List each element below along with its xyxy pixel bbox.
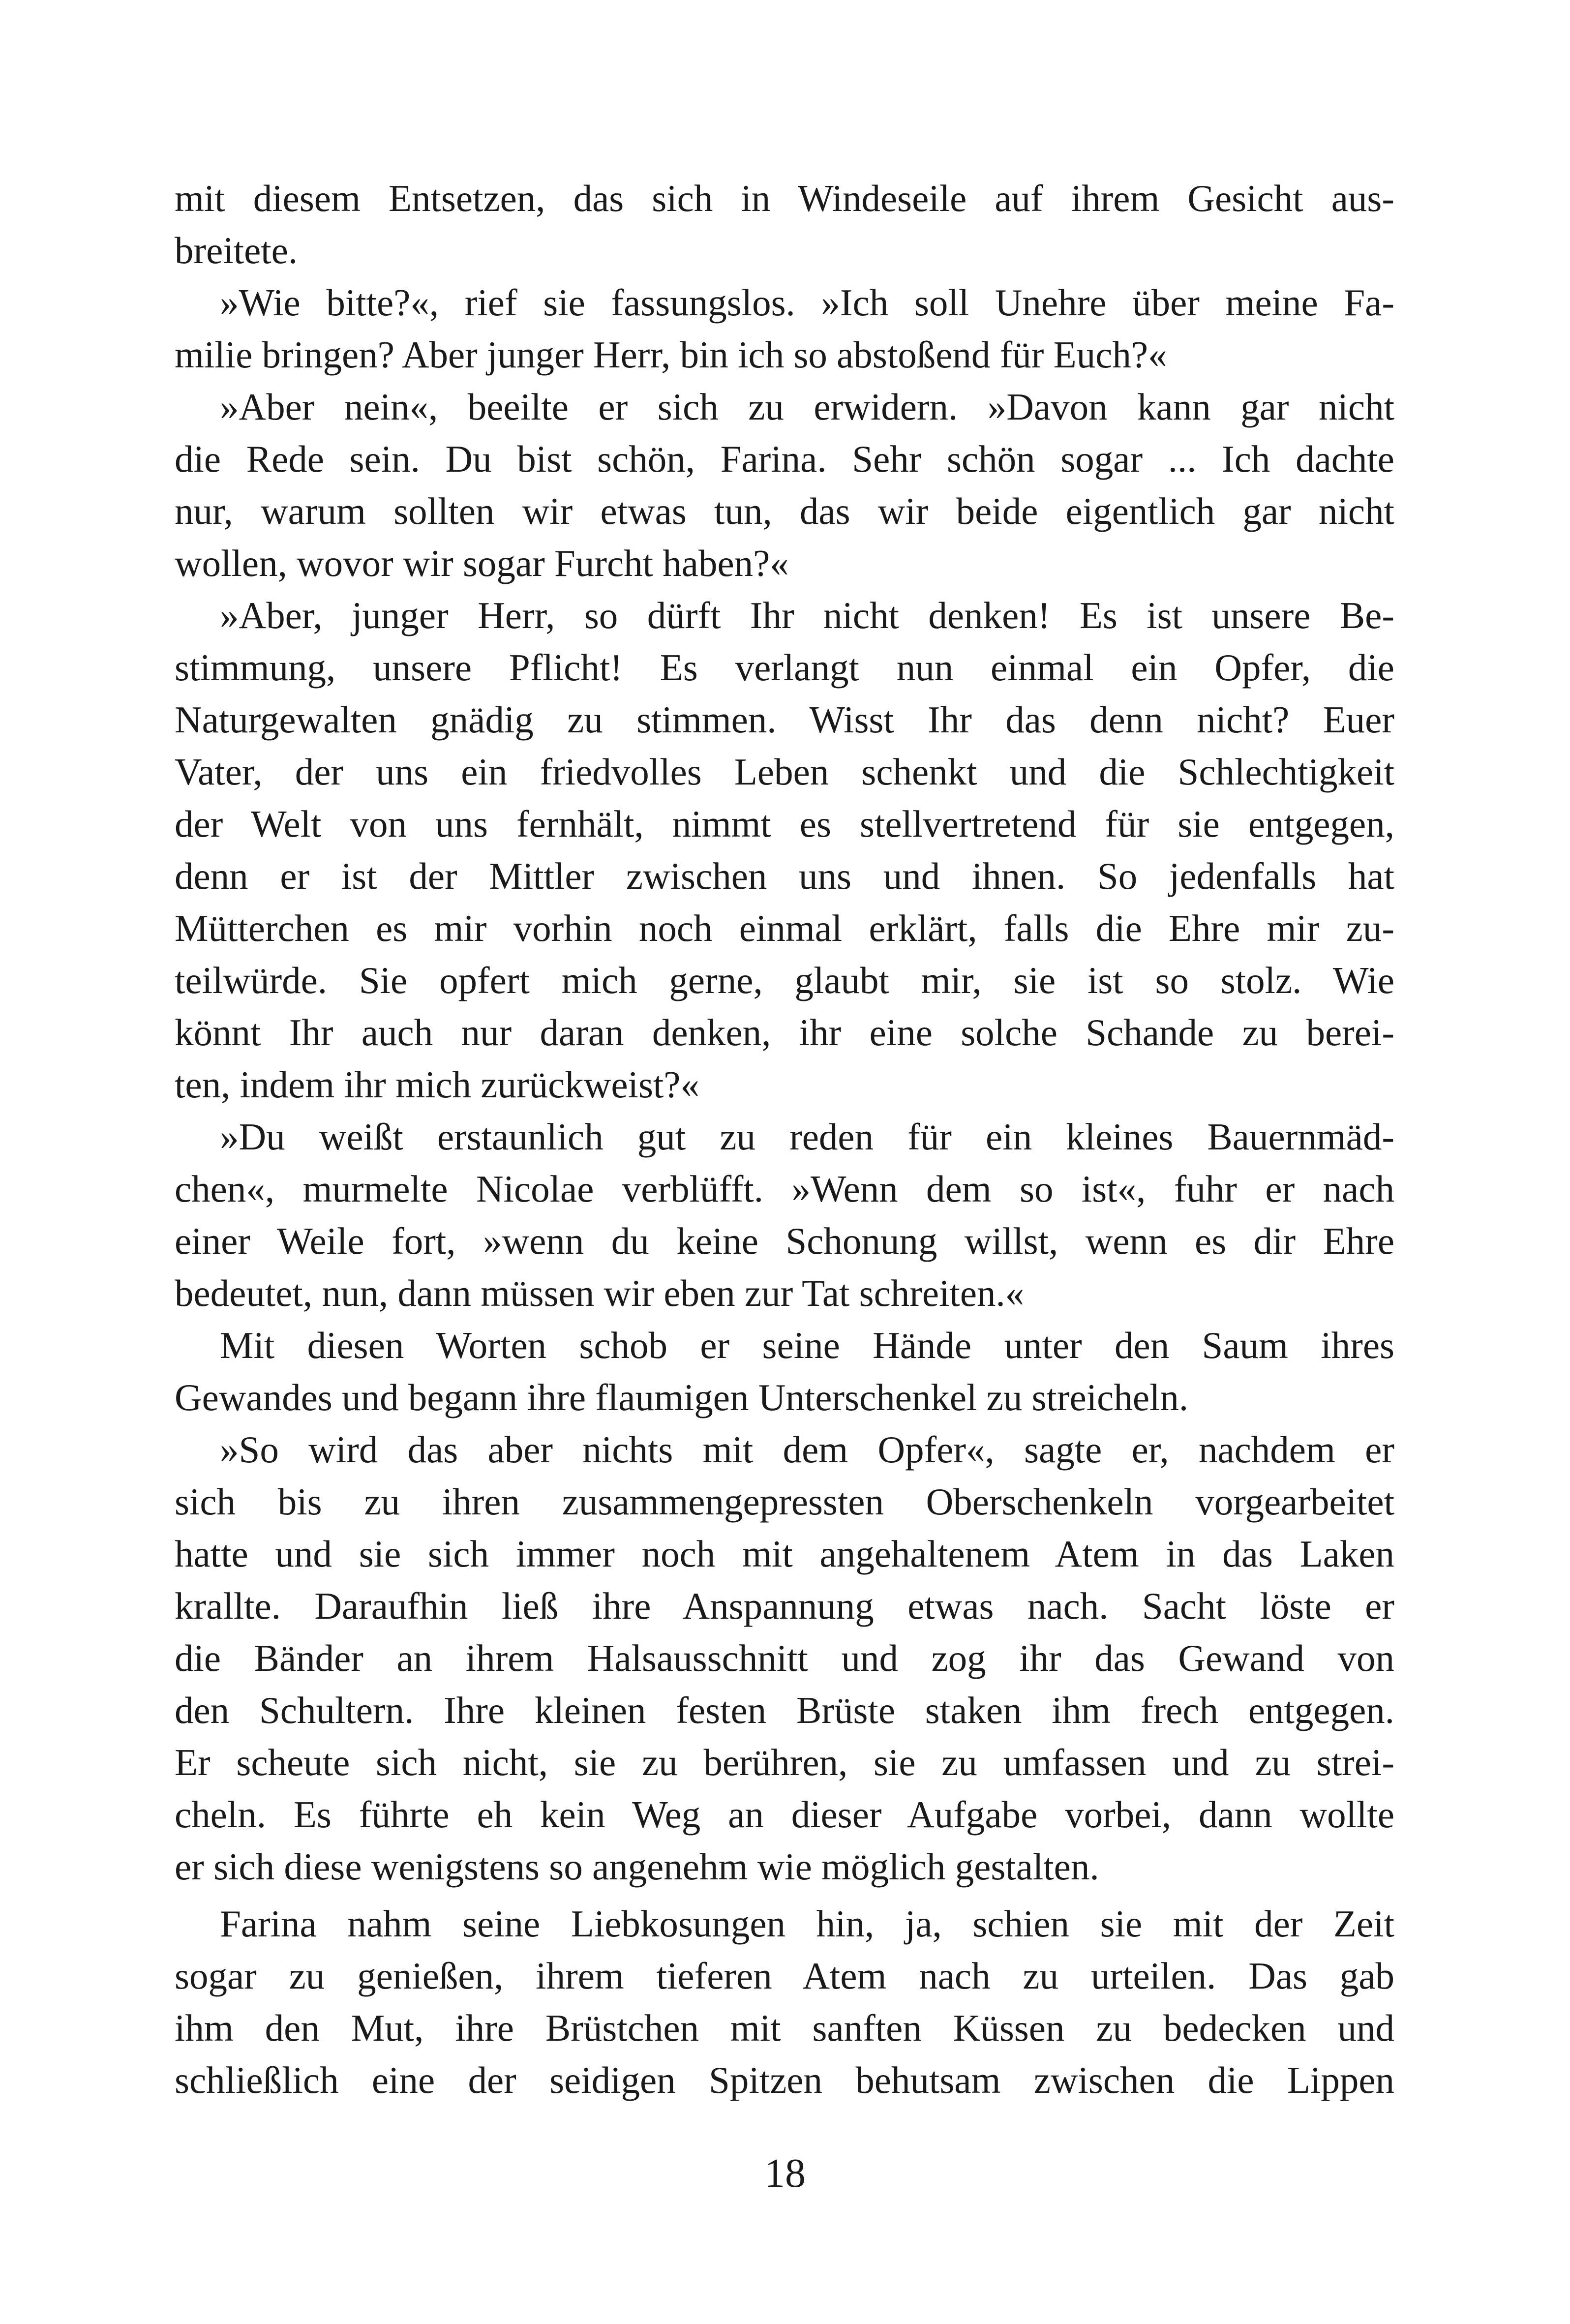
text-line: die Bänder an ihrem Halsausschnitt und zog ihr das Gewand von — [175, 1637, 1394, 1679]
text-line: Naturgewalten gnädig zu stimmen. Wisst Ihr das denn nicht? Euer — [175, 698, 1394, 741]
text-line: könnt Ihr auch nur daran denken, ihr eine solche Schande zu berei- — [175, 1011, 1394, 1054]
text-line: »Wie bitte?«, rief sie fassungslos. »Ich soll Unehre über meine Fa- — [220, 281, 1394, 324]
text-line: er sich diese wenigstens so angenehm wie möglich gestalten. — [175, 1845, 1099, 1888]
text-line: Mütterchen es mir vorhin noch einmal erklärt, falls die Ehre mir zu- — [175, 907, 1394, 949]
text-line: schließlich eine der seidigen Spitzen behutsam zwischen die Lippen — [175, 2059, 1394, 2101]
text-line: Gewandes und begann ihre flaumigen Unterschenkel zu streicheln. — [175, 1376, 1189, 1419]
text-line: denn er ist der Mittler zwischen uns und ihnen. So jedenfalls hat — [175, 855, 1394, 897]
text-line: Mit diesen Worten schob er seine Hände unter den Saum ihres — [220, 1324, 1394, 1366]
text-line: Farina nahm seine Liebkosungen hin, ja, schien sie mit der Zeit — [220, 1902, 1394, 1945]
text-line: ihm den Mut, ihre Brüstchen mit sanften Küssen zu bedecken und — [175, 2007, 1394, 2049]
text-line: sogar zu genießen, ihrem tieferen Atem nach zu urteilen. Das gab — [175, 1955, 1394, 1997]
text-line: teilwürde. Sie opfert mich gerne, glaubt mir, sie ist so stolz. Wie — [175, 959, 1394, 1001]
text-line: ten, indem ihr mich zurückweist?« — [175, 1063, 699, 1106]
text-line: mit diesem Entsetzen, das sich in Windeseile auf ihrem Gesicht aus- — [175, 177, 1394, 219]
text-line: chen«, murmelte Nicolae verblüfft. »Wenn dem so ist«, fuhr er nach — [175, 1168, 1394, 1210]
text-line: die Rede sein. Du bist schön, Farina. Sehr schön sogar ... Ich dachte — [175, 438, 1394, 480]
text-line: sich bis zu ihren zusammengepressten Oberschenkeln vorgearbeitet — [175, 1480, 1394, 1523]
text-line: nur, warum sollten wir etwas tun, das wir beide eigentlich gar nicht — [175, 490, 1394, 532]
body-text — [175, 172, 1394, 2106]
page-number: 18 — [764, 2150, 806, 2196]
text-line: krallte. Daraufhin ließ ihre Anspannung etwas nach. Sacht löste er — [175, 1585, 1394, 1627]
text-line: »Aber, junger Herr, so dürft Ihr nicht denken! Es ist unsere Be- — [220, 594, 1394, 636]
text-line: den Schultern. Ihre kleinen festen Brüste staken ihm frech entgegen. — [175, 1689, 1394, 1731]
text-line: milie bringen? Aber junger Herr, bin ich so abstoßend für Euch?« — [175, 333, 1167, 376]
text-line: wollen, wovor wir sogar Furcht haben?« — [175, 542, 789, 584]
text-line: der Welt von uns fernhält, nimmt es stellvertretend für sie entgegen, — [175, 803, 1394, 845]
text-line: stimmung, unsere Pflicht! Es verlangt nun einmal ein Opfer, die — [175, 646, 1394, 689]
text-line: »Du weißt erstaunlich gut zu reden für ein kleines Bauernmäd- — [220, 1116, 1394, 1158]
text-line: cheln. Es führte eh kein Weg an dieser Aufgabe vorbei, dann wollte — [175, 1793, 1394, 1836]
text-line: »Aber nein«, beeilte er sich zu erwidern. »Davon kann gar nicht — [220, 386, 1394, 428]
text-line: bedeutet, nun, dann müssen wir eben zur Tat schreiten.« — [175, 1272, 1025, 1314]
text-line: Er scheute sich nicht, sie zu berühren, sie zu umfassen und zu strei- — [175, 1741, 1394, 1783]
text-line: Vater, der uns ein friedvolles Leben schenkt und die Schlechtigkeit — [175, 751, 1394, 793]
text-line: breitete. — [175, 229, 298, 272]
text-line: hatte und sie sich immer noch mit angehaltenem Atem in das Laken — [175, 1533, 1394, 1575]
paragraph-gap — [175, 1893, 1394, 1898]
text-line: einer Weile fort, »wenn du keine Schonung willst, wenn es dir Ehre — [175, 1220, 1394, 1262]
text-line: »So wird das aber nichts mit dem Opfer«, sagte er, nachdem er — [220, 1428, 1394, 1471]
